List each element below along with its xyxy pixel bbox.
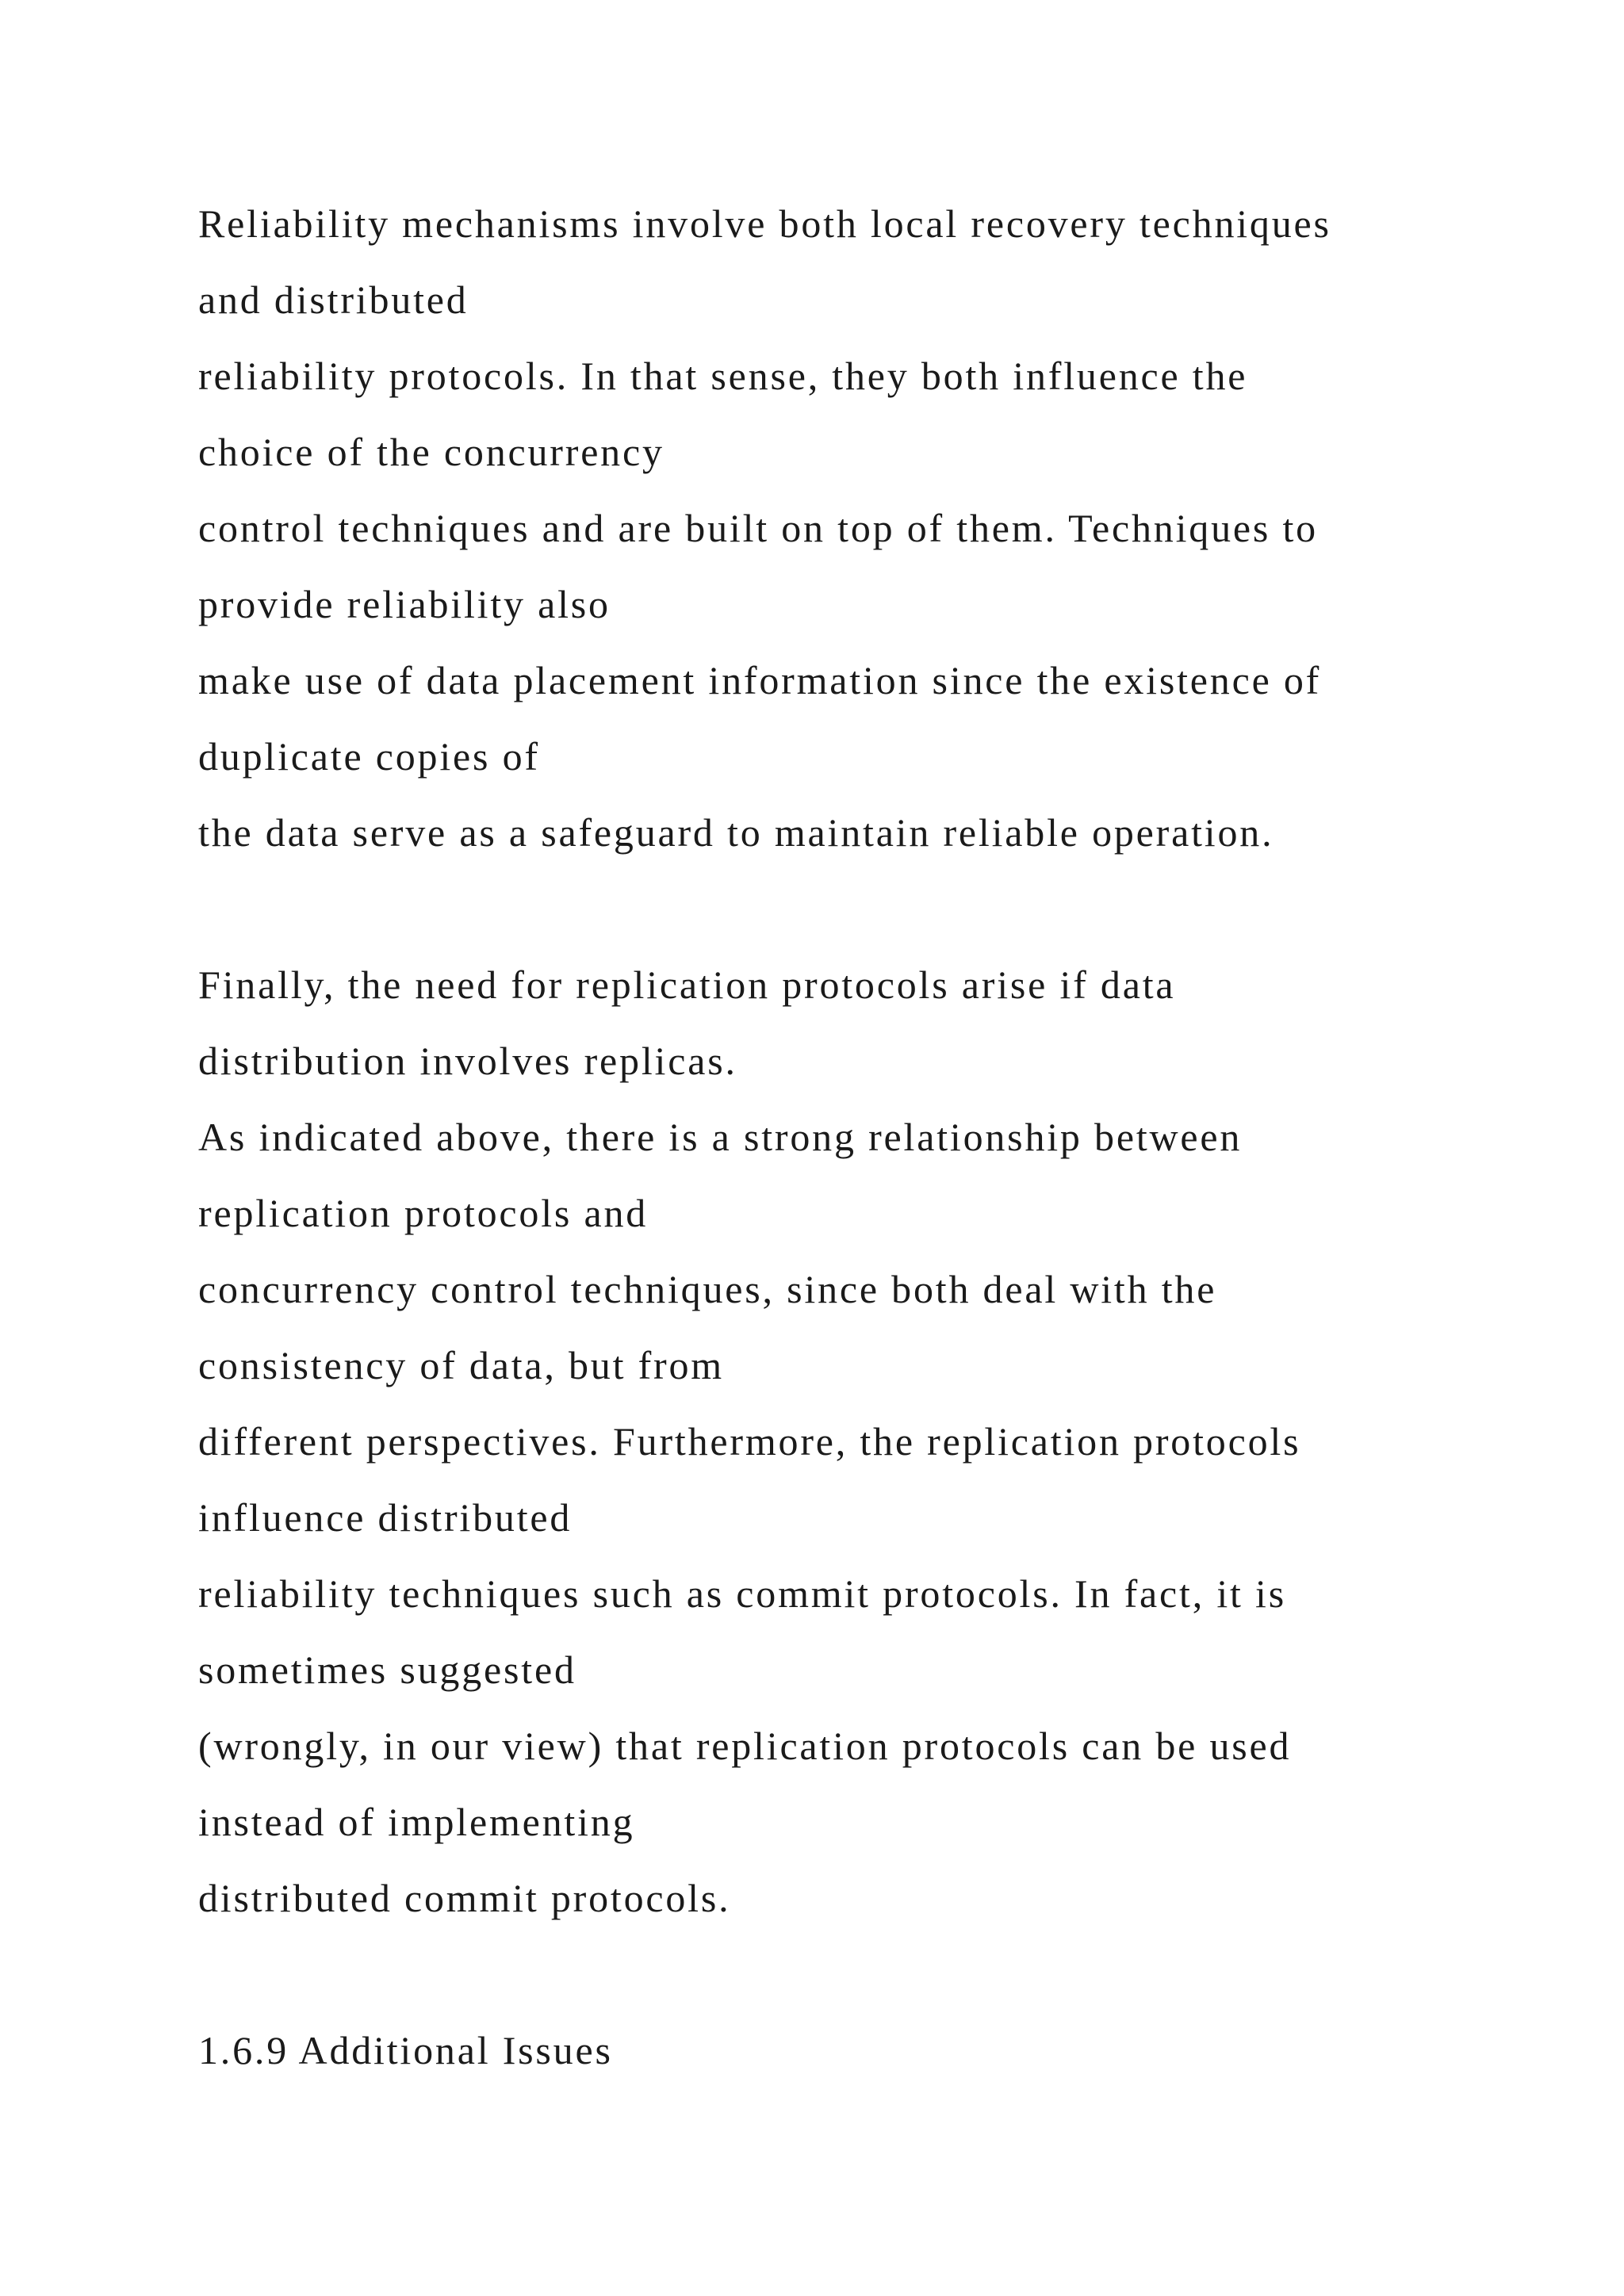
text-line: replication protocols and (198, 1191, 649, 1235)
text-line: duplicate copies of (198, 734, 540, 779)
section-heading: 1.6.9 Additional Issues (198, 2028, 613, 2072)
text-line: consistency of data, but from (198, 1343, 724, 1387)
text-line: concurrency control techniques, since both deal with the (198, 1267, 1217, 1311)
text-line: control techniques and are built on top of them. Techniques to (198, 506, 1318, 550)
text-line: sometimes suggested (198, 1647, 576, 1692)
text-line: distribution involves replicas. (198, 1039, 737, 1083)
text-line: reliability techniques such as commit protocols. In fact, it is (198, 1571, 1286, 1616)
text-line: make use of data placement information since the existence of (198, 658, 1322, 702)
text-line: (wrongly, in our view) that replication protocols can be used (198, 1724, 1292, 1768)
text-line: choice of the concurrency (198, 430, 665, 474)
text-line: and distributed (198, 277, 469, 322)
text-line: influence distributed (198, 1495, 573, 1540)
text-line: instead of implementing (198, 1800, 635, 1844)
text-line: distributed commit protocols. (198, 1876, 731, 1920)
text-line: Reliability mechanisms involve both local recovery techniques (198, 201, 1331, 246)
text-line: Finally, the need for replication protocols arise if data (198, 962, 1176, 1007)
text-line: provide reliability also (198, 582, 611, 626)
text-line: the data serve as a safeguard to maintain reliable operation. (198, 810, 1274, 855)
text-line: different perspectives. Furthermore, the replication protocols (198, 1419, 1301, 1464)
text-line: reliability protocols. In that sense, they both influence the (198, 354, 1248, 398)
text-line: As indicated above, there is a strong relationship between (198, 1115, 1243, 1159)
